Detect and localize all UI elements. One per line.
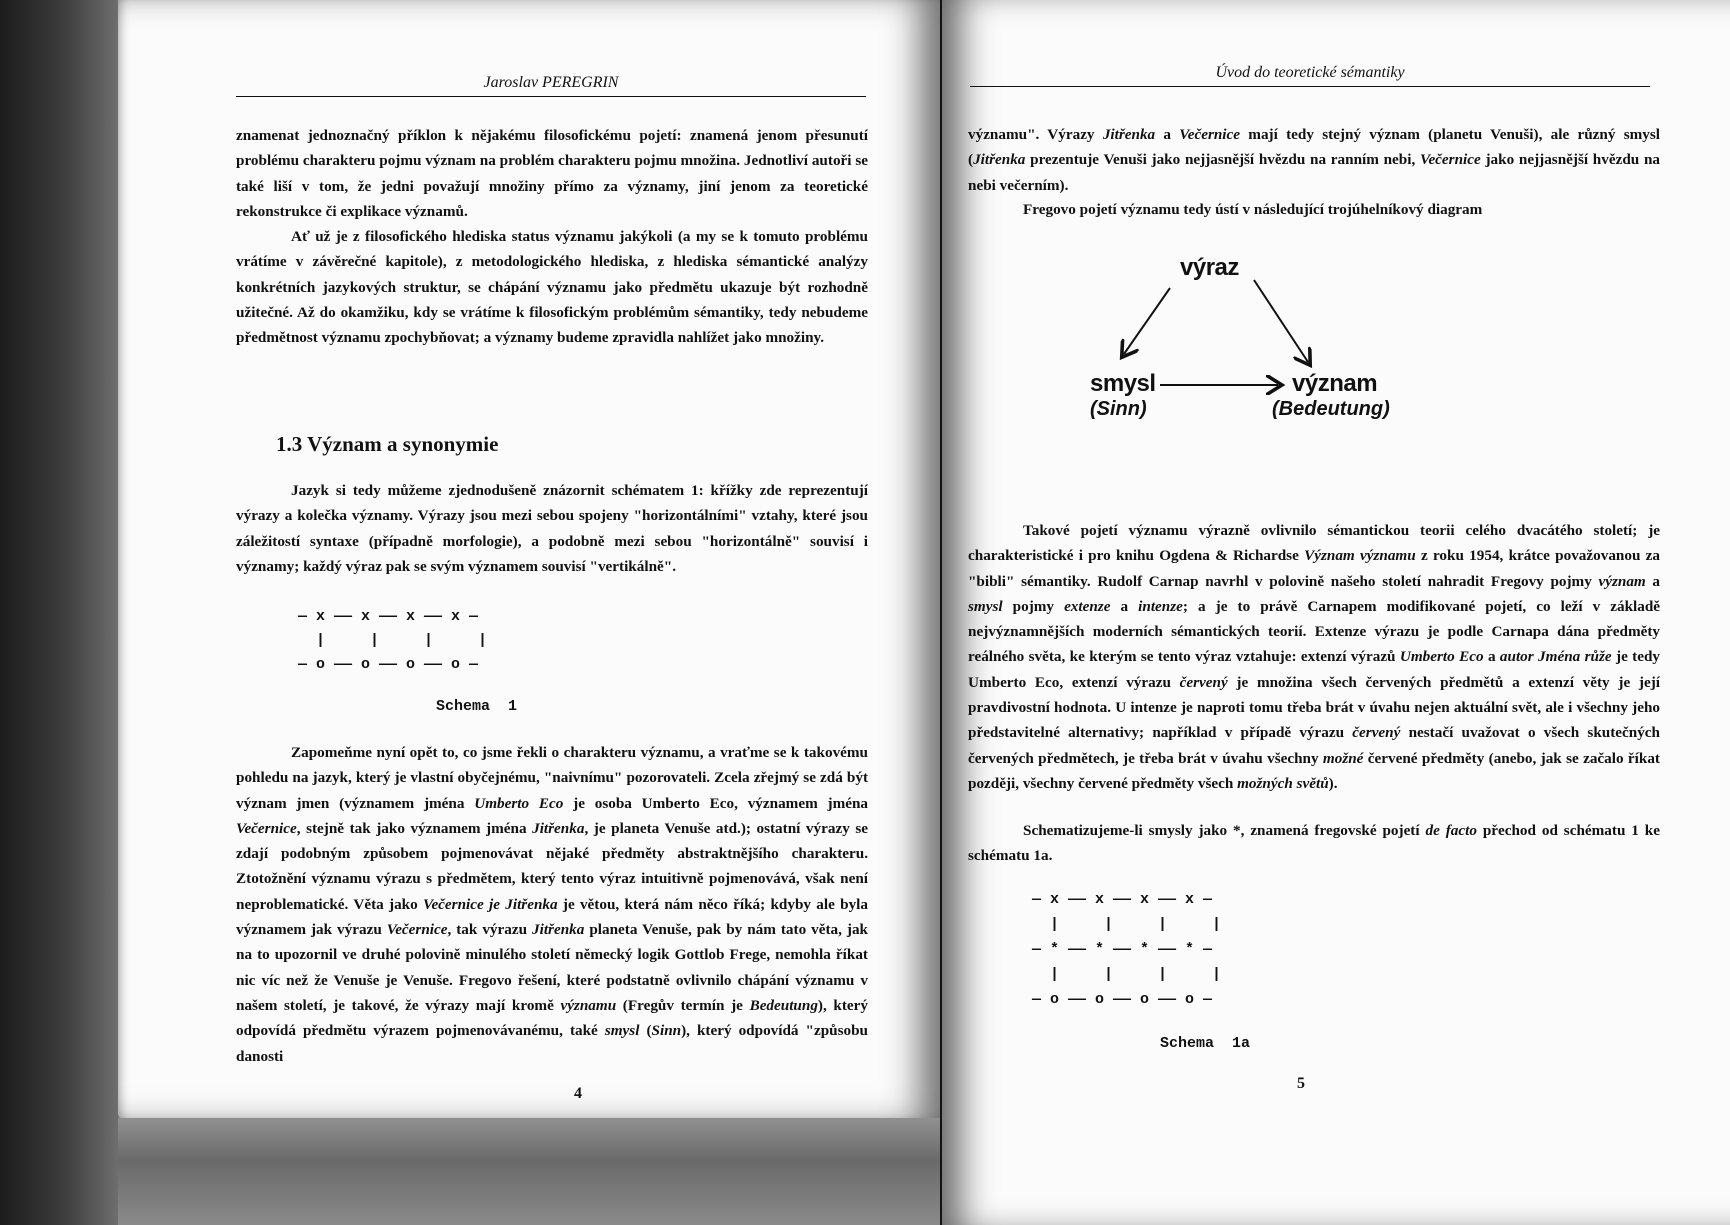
diagram-node-meaning: význam (1292, 370, 1378, 397)
arrow-expression-to-sense (1124, 288, 1170, 354)
section-title: 1.3 Význam a synonymie (276, 432, 499, 456)
schema-1a-expressions-row: — x —— x —— x —— x — (1032, 891, 1213, 908)
left-paragraph-3: Jazyk si tedy můžeme zjednodušeně znázornit schématem 1: křížky zde reprezentují výrazy a kolečka významy. Výrazy jsou mezi sebou spojeny "horizontálními" vztahy, které jsou záležitostí syntaxe (případně morfologie), a podobně mezi sebou "horizontálně" souvisí i významy; každý výraz pak se svým významem souvisí "vertikálně". (236, 482, 868, 575)
left-page-number: 4 (574, 1085, 582, 1102)
schema-1-caption: Schema 1 (436, 698, 518, 715)
page-edge-shadow (118, 1118, 940, 1225)
right-paragraph-2: Fregovo pojetí významu tedy ústí v následující trojúhelníkový diagram (1023, 201, 1483, 218)
right-page-number: 5 (1297, 1075, 1305, 1092)
schema-1a-senses-row: — * —— * —— * —— * — (1032, 941, 1213, 958)
left-paragraph-2: Ať už je z filosofického hlediska status významu jakýkoli (a my se k tomuto problému vrátíme v závěrečné kapitole), z metodologického hlediska, z hlediska sémantické analýzy konkrétních jazykových struktur, se chápání významu jako předmětu ukazuje být rozhodně užitečné. Až do okamžiku, kdy se vrátíme k filosofickým problémům sémantiky, tedy nebudeme předmětnost významu zpochybňovat; a významy budeme zpravidla nahlížet jako množiny. (236, 228, 868, 347)
right-page-header: Úvod do teoretické sémantiky (970, 64, 1650, 87)
right-paragraph-4: Schematizujeme-li smysly jako *, znamená fregovské pojetí de facto přechod od schématu 1 ke schématu 1a. (968, 822, 1660, 865)
right-paragraph-3: Takové pojetí významu výrazně ovlivnilo sémantickou teorii celého dvacátého století; je charakteristické i pro knihu Ogdena & Richardse Význam významu z roku 1954, krátce považovanou za "bibli" sémantiky. Rudolf Carnap navrhl v polovině našeho století nahradit Fregovy pojmy význam a smysl pojmy extenze a intenze; a je to právě Carnapem modifikované pojetí, co leží v základě nejvýznamnějších moderních sémantických teorií. Extenze výrazu je podle Carnapa dána předměty reálného světa, ke kterým se tento výraz vztahuje: extenzí výrazů Umberto Eco a autor Jména růže je tedy Umberto Eco, extenzí výrazu červený je množina všech červených předmětů a extenzí věty je její pravdivostní hodnota. U intenze je naproti tomu třeba brát v úvahu nejen aktuální svět, ale i všechny jeho představitelné alternativy; například v případě výrazu červený nestačí uvažovat o všech skutečných červených předmětech, je třeba brát v úvahu všechny možné červené předměty (anebo, jak se začalo říkat později, všechny červené předměty všech možných světů). (968, 522, 1661, 792)
schema-1-expressions-row: — x —— x —— x —— x — (298, 608, 479, 625)
schema-1a-links-row-2: | | | | (1032, 966, 1240, 983)
schema-1a-links-row-1: | | | | (1032, 916, 1240, 933)
diagram-node-meaning-german: (Bedeutung) (1272, 398, 1390, 420)
left-page-header: Jaroslav PEREGRIN (236, 74, 866, 97)
schema-1-links-row: | | | | (298, 632, 506, 649)
left-paragraph-1: znamenat jednoznačný příklon k nějakému filosofickému pojetí: znamená jenom přesunutí problému charakteru pojmu význam na problém charakteru pojmu množina. Jednotliví autoři se také liší v tom, že jedni považují množiny přímo za významy, jiní jenom za teoretické rekonstrukce či explikace významů. (236, 127, 868, 220)
left-paragraph-4: Zapomeňme nyní opět to, co jsme řekli o charakteru významu, a vraťme se k takovému pohledu na jazyk, který je vlastní obyčejnému, "naivnímu" pozorovateli. Zcela zřejmý se zdá být význam jmen (významem jména Umberto Eco je osoba Umberto Eco, významem jména Večernice, stejně tak jako významem jména Jitřenka, je planeta Venuše atd.); ostatní výrazy se zdají podobným způsobem pojmenovávat nějaké předměty abstraktnějšího charakteru. Ztotožnění významu výrazu s předmětem, který tento výraz intuitivně pojmenovává, však není neproblematické. Věta jako Večernice je Jitřenka je větou, která nám něco říká; kdyby ale byla významem jak výrazu Večernice, tak výrazu Jitřenka planeta Venuše, pak by nám tato věta, jak na to upozornil ve druhé polovině minulého století německý logik Gottlob Frege, nemohla říkat nic víc než že Venuše je Venuše. Fregovo řešení, které podstatně ovlivnilo chápání významu v našem století, je takové, že výrazy mají kromě významu (Fregův termín je Bedeutung), který odpovídá předmětu výrazem pojmenovávanému, také smysl (Sinn), který odpovídá "způsobu danosti (236, 744, 869, 1065)
diagram-node-expression: výraz (1180, 254, 1239, 281)
schema-1a-caption: Schema 1a (1160, 1035, 1251, 1052)
right-page (942, 0, 1730, 1225)
diagram-node-sense-german: (Sinn) (1090, 398, 1147, 420)
arrow-expression-to-meaning (1254, 280, 1308, 362)
frege-triangle-diagram (1082, 250, 1442, 430)
left-page (118, 0, 940, 1118)
schema-1-meanings-row: — o —— o —— o —— o — (298, 656, 479, 673)
right-paragraph-1: významu". Výrazy Jitřenka a Večernice mají tedy stejný význam (planetu Venuši), ale různý smysl (Jitřenka prezentuje Venuši jako nejjasnější hvězdu na ranním nebi, Večernice jako nejjasnější hvězdu na nebi večerním). (968, 126, 1660, 194)
schema-1a (1032, 891, 1432, 1031)
diagram-node-sense: smysl (1090, 370, 1156, 397)
schema-1a-meanings-row: — o —— o —— o —— o — (1032, 991, 1213, 1008)
